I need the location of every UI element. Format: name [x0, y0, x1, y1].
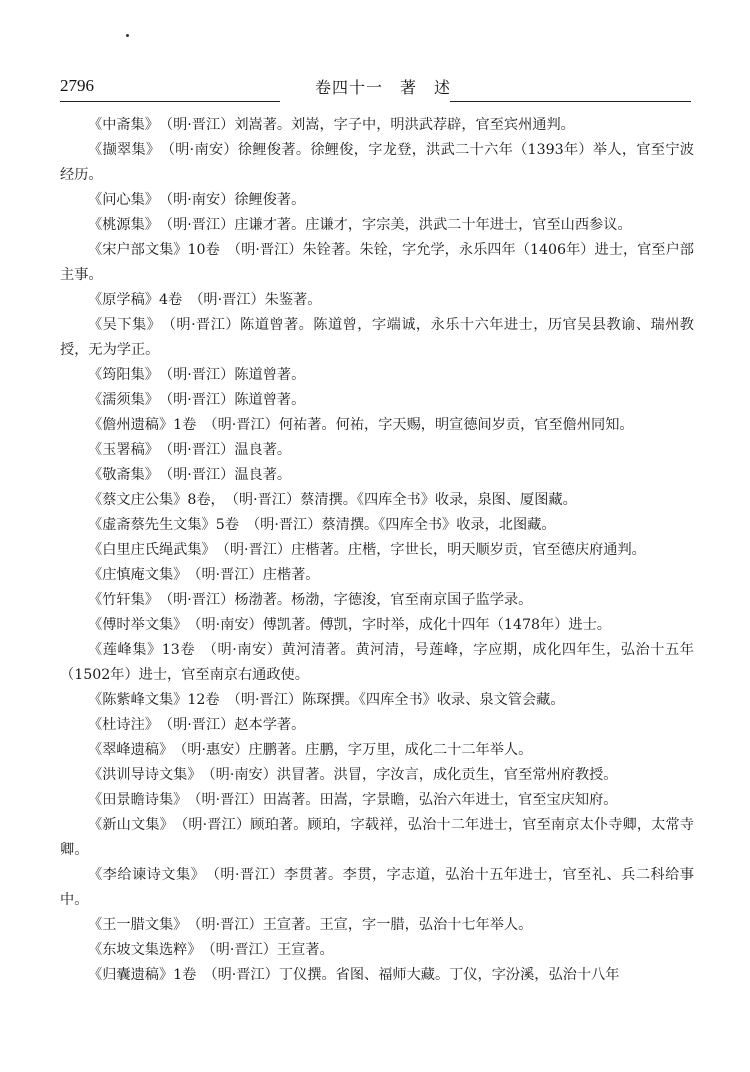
- entry: 《归囊遗稿》1卷 （明·晋江）丁仪撰。省图、福师大藏。丁仪，字汾溪，弘治十八年: [88, 967, 620, 983]
- entry: 《新山文集》 （明·晋江）顾珀著。顾珀，字载祥，弘治十二年进士，官至南京太仆寺卿，太常寺卿。: [60, 817, 694, 858]
- entry: 《莲峰集》13卷 （明·南安）黄河清著。黄河清，号莲峰，字应期，成化四年生，弘治十五年（1502年）进士，官至南京右通政使。: [60, 642, 694, 683]
- entry: 《吴下集》 （明·晋江）陈道曾著。陈道曾，字端诚，永乐十六年进士，历官吴县教谕、瑞州教授，无为学正。: [60, 317, 694, 358]
- entry: 《虚斋蔡先生文集》5卷 （明·晋江）蔡清撰。《四库全书》收录，北图藏。: [88, 517, 556, 533]
- entry: 《敬斋集》 （明·晋江）温良著。: [88, 467, 292, 483]
- entry: 《白里庄氏绳武集》 （明·晋江）庄楷著。庄楷，字世长，明天顺岁贡，官至德庆府通判。: [88, 542, 646, 558]
- entry: 《李给谏诗文集》 （明·晋江）李贯著。李贯，字志道，弘治十五年进士，官至礼、兵二科给事中。: [60, 867, 694, 908]
- page-number: 2796: [60, 76, 94, 95]
- entry: 《田景瞻诗集》 （明·晋江）田嵩著。田嵩，字景瞻，弘治六年进士，官至宝庆知府。: [88, 792, 618, 808]
- bibliography-entries: [60, 113, 694, 988]
- header-rule-right: [450, 101, 691, 102]
- entry: 《儋州遗稿》1卷 （明·晋江）何祐著。何祐，字天赐，明宣德间岁贡，官至儋州同知。: [88, 417, 634, 433]
- entry: 《撷翠集》 （明·南安）徐鲤俊著。徐鲤俊，字龙登，洪武二十六年（1393年）举人，官至宁波经历。: [60, 142, 694, 183]
- entry: 《蔡文庄公集》8卷， （明·晋江）蔡清撰。《四库全书》收录，泉图、厦图藏。: [88, 492, 577, 508]
- entry: 《翠峰遗稿》 （明·惠安）庄鹏著。庄鹏，字万里，成化二十二年举人。: [88, 742, 533, 758]
- entry: 《濡须集》 （明·晋江）陈道曾著。: [88, 392, 306, 408]
- entry: 《东坡文集选粹》 （明·晋江）王宣著。: [88, 942, 334, 958]
- entry: 《庄慎庵文集》 （明·晋江）庄楷著。: [88, 567, 320, 583]
- entry: 《中斋集》 （明·晋江）刘嵩著。刘嵩，字子中，明洪武荐辟，官至宾州通判。: [88, 117, 575, 133]
- entry: 《王一腊文集》 （明·晋江）王宣著。王宣，字一腊，弘治十七年举人。: [88, 917, 533, 933]
- entry: 《宋户部文集》10卷 （明·晋江）朱铨著。朱铨，字允学，永乐四年（1406年）进士，官至户部主事。: [60, 242, 694, 283]
- header-rule-left: [60, 101, 280, 102]
- entry: 《洪训导诗文集》 （明·南安）洪冒著。洪冒，字汝言，成化贡生，官至常州府教授。: [88, 767, 618, 783]
- entry: 《陈紫峰文集》12卷 （明·晋江）陈琛撰。《四库全书》收录、泉文管会藏。: [88, 692, 565, 708]
- entry: 《问心集》 （明·南安）徐鲤俊著。: [88, 192, 306, 208]
- entry: 《筠阳集》 （明·晋江）陈道曾著。: [88, 367, 306, 383]
- chapter-title: 卷四十一 著 述: [315, 78, 452, 97]
- entry: 《杜诗注》 （明·晋江）赵本学著。: [88, 717, 306, 733]
- entry: 《傅时举文集》 （明·南安）傅凯著。傅凯，字时举，成化十四年（1478年）进士。: [88, 617, 611, 633]
- scan-speck: [126, 34, 129, 37]
- entry: 《玉署稿》 （明·晋江）温良著。: [88, 442, 292, 458]
- entry: 《竹轩集》 （明·晋江）杨渤著。杨渤，字德浚，官至南京国子监学录。: [88, 592, 533, 608]
- entry: 《原学稿》4卷 （明·晋江）朱鉴著。: [88, 292, 322, 308]
- entry: 《桃源集》 （明·晋江）庄谦才著。庄谦才，字宗美，洪武二十年进士，官至山西参议。: [88, 217, 632, 233]
